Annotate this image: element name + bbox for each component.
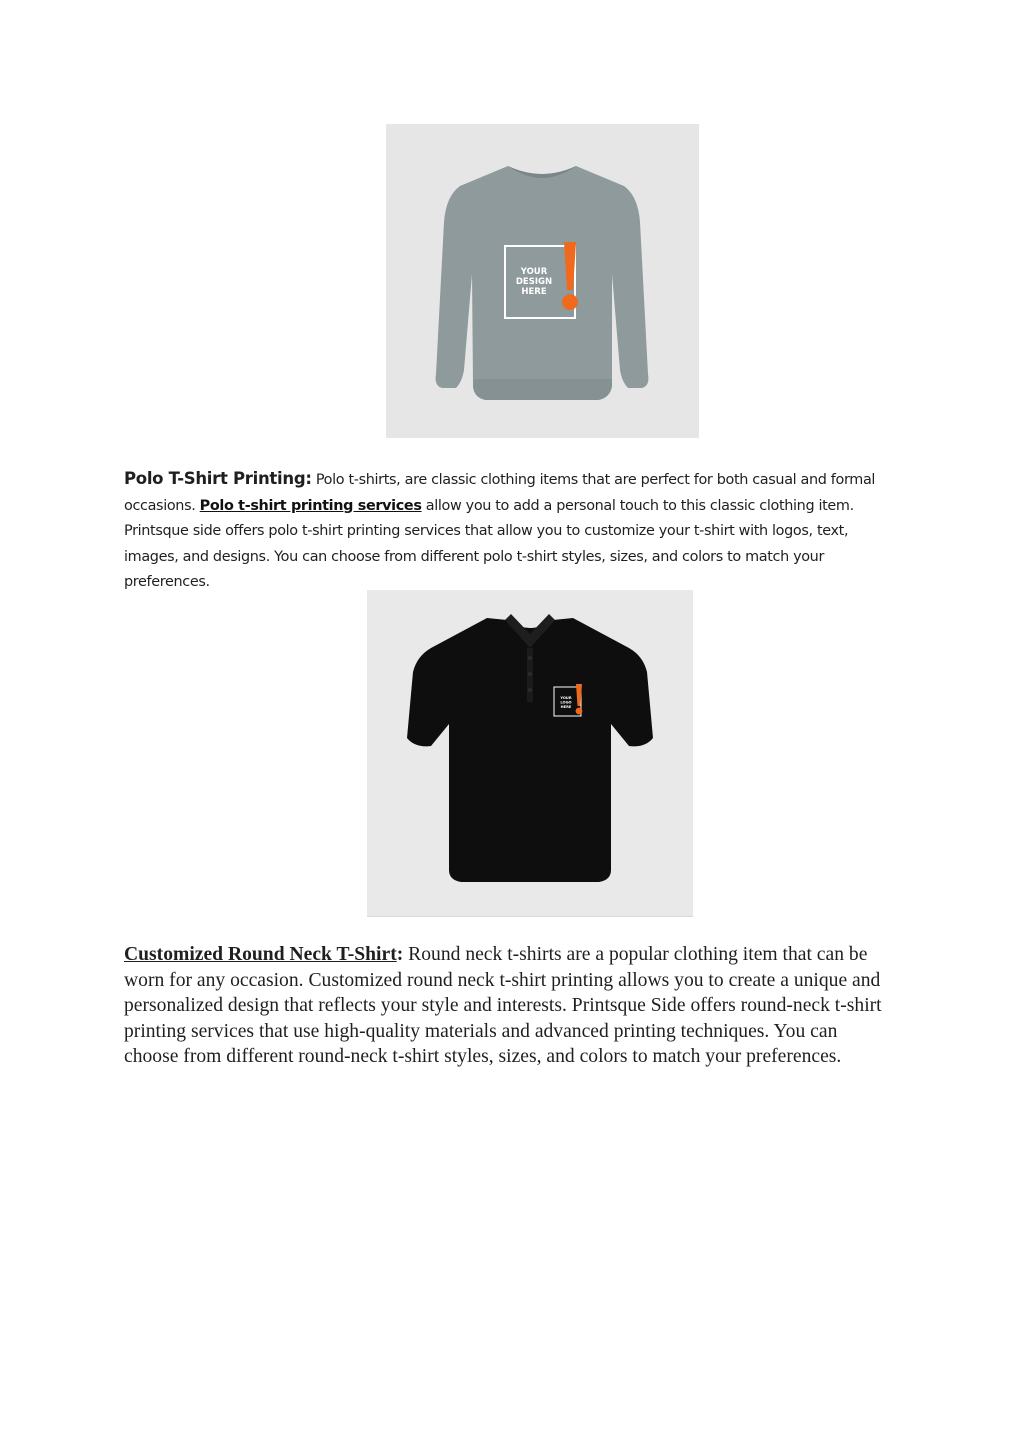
polo-heading: Polo T-Shirt Printing: bbox=[124, 469, 312, 488]
polo-paragraph bbox=[124, 466, 884, 596]
logo-text-line-1: YOUR bbox=[560, 696, 572, 700]
round-neck-heading-colon: : bbox=[396, 944, 404, 965]
polo-shirt-image bbox=[367, 590, 693, 917]
round-neck-heading: Customized Round Neck T-Shirt bbox=[124, 944, 397, 965]
logo-text-line-3: HERE bbox=[560, 705, 572, 709]
print-text-line-1: YOUR bbox=[520, 267, 548, 277]
polo-text-intro: Polo t-shirts, are classic clothing items that are perfect for both casual and formal occasions. bbox=[124, 472, 876, 514]
polo-printing-services-link[interactable]: Polo t-shirt printing services bbox=[199, 497, 422, 514]
polo-text-body: allow you to add a personal touch to this classic clothing item. Printsque side offers polo t-shirt printing services that allow you to customize your t-shirt with logos, text, images, and designs. You can choose from different polo t-shirt styles, sizes, and colors to match your preferences. bbox=[124, 497, 854, 590]
sweatshirt-illustration bbox=[386, 124, 699, 438]
round-neck-paragraph bbox=[124, 942, 894, 1070]
round-neck-text: Round neck t-shirts are a popular clothing item that can be worn for any occasion. Customized round neck t-shirt printing allows you to create a unique and personalized design that reflects your style and interests. Printsque Side offers round-neck t-shirt printing services that use high-quality materials and advanced printing techniques. You can choose from different round-neck t-shirt styles, sizes, and colors to match your preferences. bbox=[124, 944, 882, 1067]
polo-shirt-illustration bbox=[367, 590, 693, 916]
print-text-line-3: HERE bbox=[521, 287, 547, 297]
sweatshirt-image bbox=[386, 124, 699, 438]
logo-text-line-2: LOGO bbox=[560, 700, 572, 705]
print-text-line-2: DESIGN bbox=[515, 277, 553, 287]
